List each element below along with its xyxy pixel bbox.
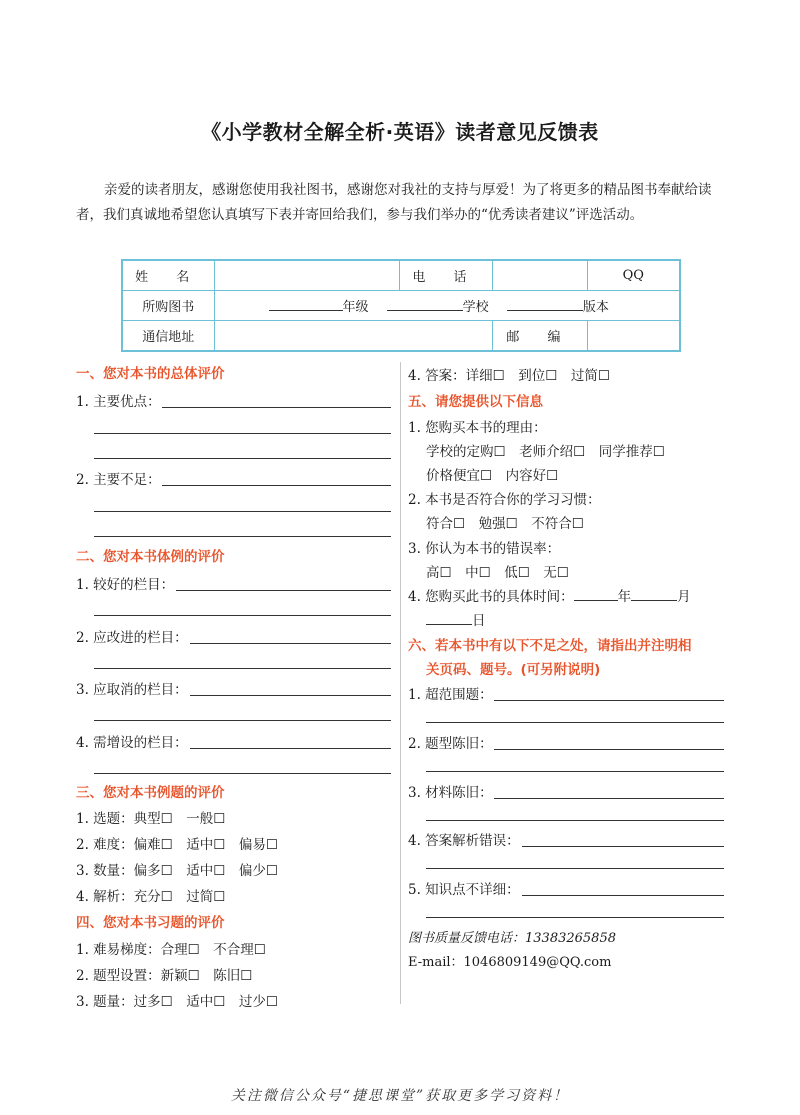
outdated-material-label: 3. 材料陈旧：: [408, 785, 493, 801]
improve-columns-line-2[interactable]: [94, 668, 391, 669]
section-3-heading: 三、您对本书例题的评价: [76, 785, 225, 801]
exercise-type-option[interactable]: 2. 题型设置：新颖☐ 陈旧☐: [76, 968, 253, 984]
example-difficulty-option[interactable]: 2. 难度：偏难☐ 适中☐ 偏易☐: [76, 837, 278, 853]
purchase-month-field[interactable]: [631, 586, 677, 601]
q1-strengths-line-2[interactable]: [94, 433, 391, 434]
purchase-reason-options-b[interactable]: 价格便宜☐ 内容好☐: [426, 468, 559, 484]
purchase-year-field[interactable]: [574, 586, 618, 601]
answer-quality-option[interactable]: 4. 答案：详细☐ 到位☐ 过简☐: [408, 368, 610, 384]
q2-weaknesses-field[interactable]: [162, 485, 391, 486]
remove-columns-label: 3. 应取消的栏目：: [76, 682, 188, 698]
good-columns-line-2[interactable]: [94, 615, 391, 616]
address-field[interactable]: [214, 321, 492, 352]
section-1-heading: 一、您对本书的总体评价: [76, 366, 225, 382]
outdated-material-line-2[interactable]: [426, 820, 724, 821]
q1-strengths-line-3[interactable]: [94, 458, 391, 459]
example-topic-option[interactable]: 1. 选题：典型☐ 一般☐: [76, 811, 226, 827]
exercise-gradient-option[interactable]: 1. 难易梯度：合理☐ 不合理☐: [76, 942, 266, 958]
purchase-day-field[interactable]: [426, 610, 472, 625]
column-divider: [400, 362, 401, 1004]
q2-weaknesses-line-3[interactable]: [94, 536, 391, 537]
add-columns-field[interactable]: [190, 748, 391, 749]
out-of-scope-field[interactable]: [494, 700, 724, 701]
qq-label: QQ: [587, 260, 680, 291]
day-label: 日: [472, 613, 486, 629]
edition-label: 版本: [582, 300, 609, 315]
study-habit-label: 2. 本书是否符合你的学习习惯：: [408, 492, 601, 508]
study-habit-options[interactable]: 符合☐ 勉强☐ 不符合☐: [426, 516, 584, 532]
example-quantity-option[interactable]: 3. 数量：偏多☐ 适中☐ 偏少☐: [76, 863, 278, 879]
intro-paragraph: 亲爱的读者朋友，感谢您使用我社图书，感谢您对我社的支持与厚爱！为了将更多的精品图书奉献给读者，我们真诚地希望您认真填写下表并寄回给我们，参与我们举办的“优秀读者建议”评选活动。: [76, 182, 712, 223]
answer-errors-field[interactable]: [522, 846, 724, 847]
name-label: 姓 名: [122, 260, 214, 291]
section-6-heading-line-1: 六、若本书中有以下不足之处，请指出并注明相: [408, 638, 692, 654]
outdated-types-label: 2. 题型陈旧：: [408, 736, 493, 752]
good-columns-field[interactable]: [176, 590, 391, 591]
q1-strengths-label: 1. 主要优点：: [76, 394, 161, 410]
outdated-types-field[interactable]: [494, 749, 724, 750]
section-2-heading: 二、您对本书体例的评价: [76, 549, 225, 565]
knowledge-points-line-2[interactable]: [426, 917, 724, 918]
outdated-types-line-2[interactable]: [426, 771, 724, 772]
footer-watermark: 关注微信公众号“捷思课堂”获取更多学习资料！: [230, 1088, 570, 1104]
grade-label: 年级: [342, 300, 369, 315]
add-columns-label: 4. 需增设的栏目：: [76, 735, 188, 751]
reader-info-table: [121, 259, 681, 352]
remove-columns-field[interactable]: [190, 695, 391, 696]
q2-weaknesses-label: 2. 主要不足：: [76, 472, 161, 488]
remove-columns-line-2[interactable]: [94, 720, 391, 721]
grade-field[interactable]: [269, 296, 343, 311]
purchase-day-row: [426, 609, 486, 629]
purchase-reason-label: 1. 您购买本书的理由：: [408, 420, 547, 436]
postcode-label: 邮 编: [492, 321, 587, 352]
section-5-heading: 五、请您提供以下信息: [408, 394, 543, 410]
improve-columns-field[interactable]: [190, 643, 391, 644]
purchase-reason-options-a[interactable]: 学校的定购☐ 老师介绍☐ 同学推荐☐: [426, 444, 665, 460]
q1-strengths-field[interactable]: [162, 407, 391, 408]
answer-errors-line-2[interactable]: [426, 868, 724, 869]
edition-field[interactable]: [507, 296, 583, 311]
out-of-scope-label: 1. 超范围题：: [408, 687, 493, 703]
month-label: 月: [677, 589, 691, 605]
knowledge-points-field[interactable]: [522, 895, 724, 896]
name-field[interactable]: [214, 260, 399, 291]
phone-label: 电 话: [399, 260, 492, 291]
example-analysis-option[interactable]: 4. 解析：充分☐ 过简☐: [76, 889, 226, 905]
feedback-email: E-mail：1046809149@QQ.com: [408, 955, 612, 970]
out-of-scope-line-2[interactable]: [426, 722, 724, 723]
section-6-heading-line-2: 关页码、题号。(可另附说明): [426, 662, 601, 678]
add-columns-line-2[interactable]: [94, 773, 391, 774]
purchase-time-label: [408, 585, 691, 605]
page-title: 《小学教材全解全析·英语》读者意见反馈表: [201, 120, 599, 144]
feedback-hotline: 图书质量反馈电话：13383265858: [408, 931, 616, 946]
school-label: 学校: [462, 300, 489, 315]
exercise-quantity-option[interactable]: 3. 题量：过多☐ 适中☐ 过少☐: [76, 994, 278, 1010]
section-4-heading: 四、您对本书习题的评价: [76, 915, 225, 931]
purchase-time-question: 4. 您购买此书的具体时间：: [408, 589, 574, 605]
knowledge-points-label: 5. 知识点不详细：: [408, 882, 520, 898]
improve-columns-label: 2. 应改进的栏目：: [76, 630, 188, 646]
phone-field[interactable]: [492, 260, 587, 291]
year-label: 年: [617, 589, 632, 605]
outdated-material-field[interactable]: [494, 798, 724, 799]
address-label: 通信地址: [122, 321, 214, 352]
book-fields: [214, 291, 680, 321]
postcode-field[interactable]: [587, 321, 680, 352]
answer-errors-label: 4. 答案解析错误：: [408, 833, 520, 849]
q2-weaknesses-line-2[interactable]: [94, 511, 391, 512]
good-columns-label: 1. 较好的栏目：: [76, 577, 175, 593]
book-label: 所购图书: [122, 291, 214, 321]
error-rate-label: 3. 你认为本书的错误率：: [408, 541, 561, 557]
error-rate-options[interactable]: 高☐ 中☐ 低☐ 无☐: [426, 565, 569, 581]
school-field[interactable]: [387, 296, 463, 311]
